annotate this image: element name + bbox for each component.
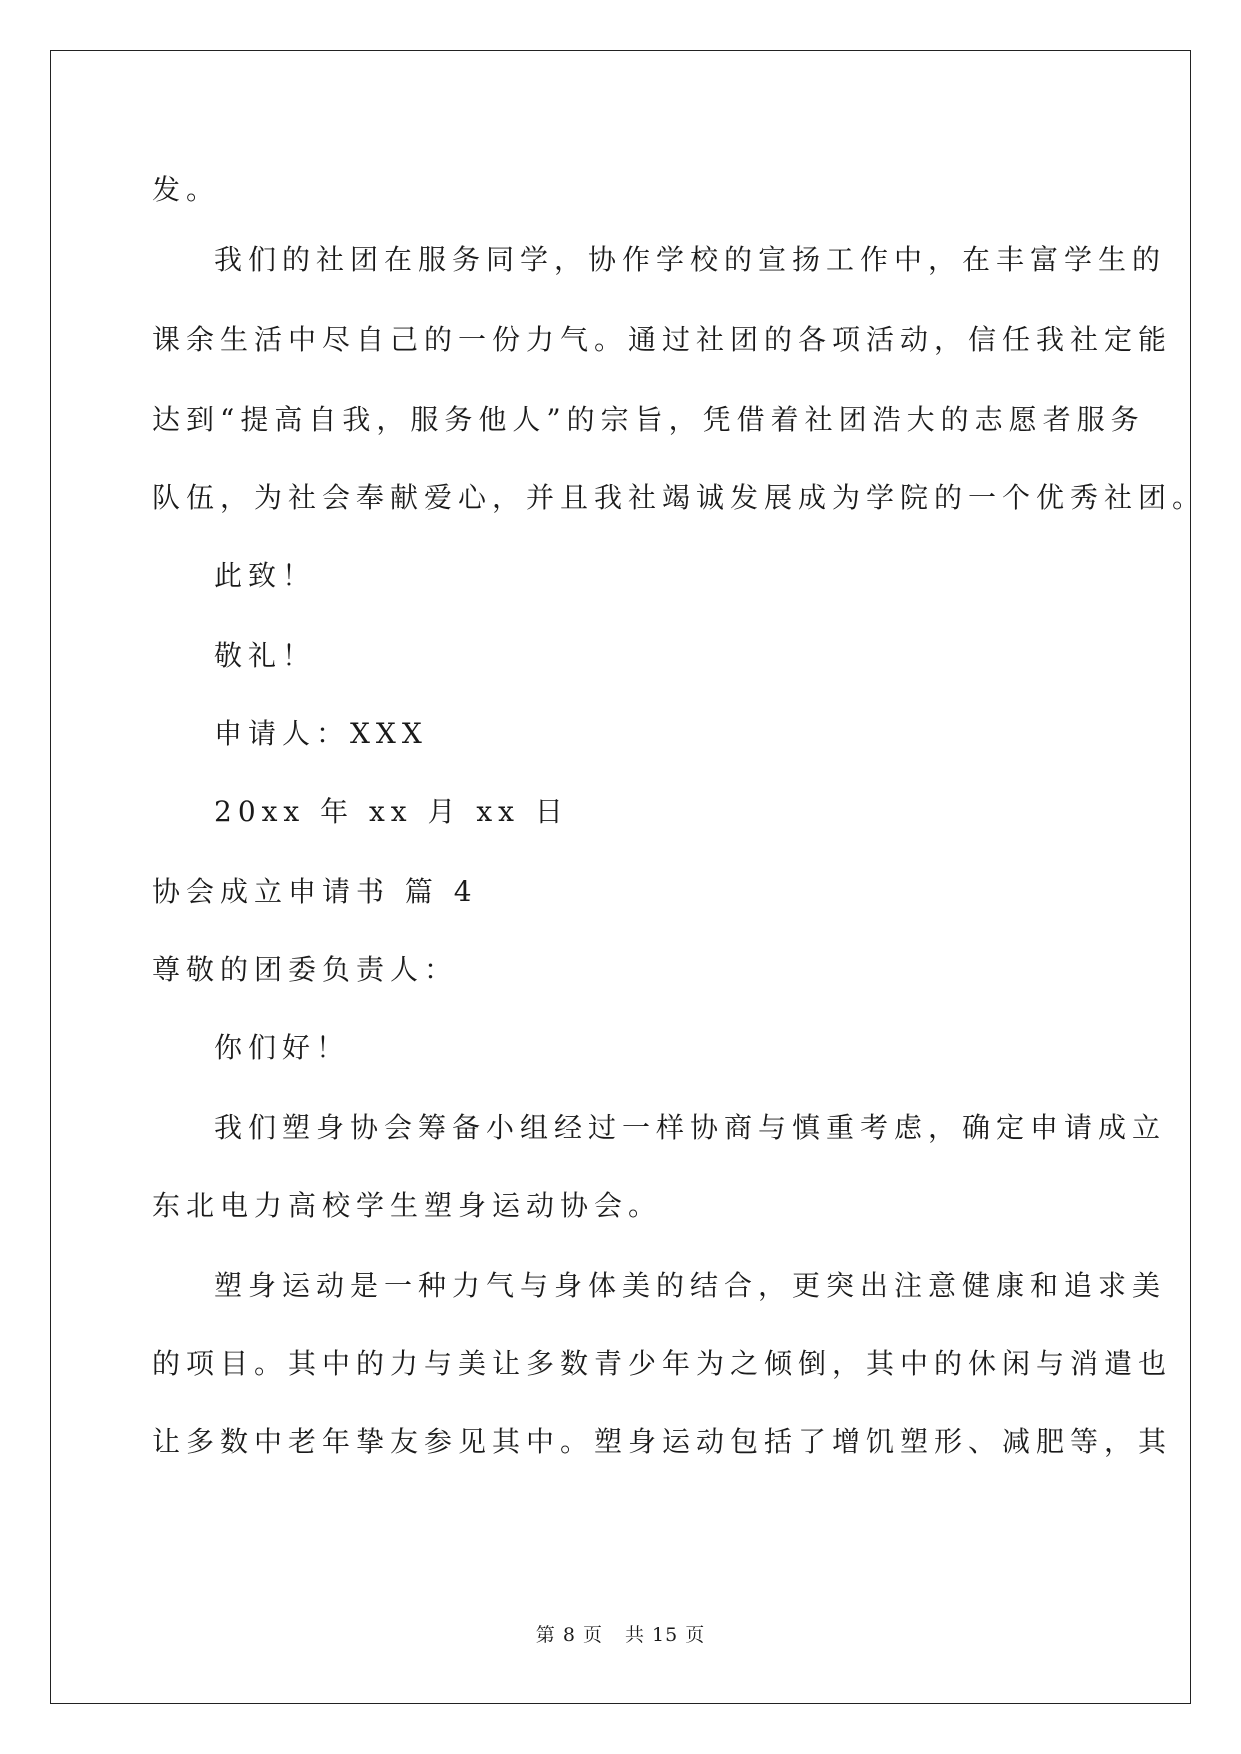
closing-regards: 敬礼！ [214, 639, 317, 672]
body-line: 塑身运动是一种力气与身体美的结合，更突出注意健康和追求美 [214, 1269, 1167, 1302]
body-line: 东北电力高校学生塑身运动协会。 [152, 1189, 663, 1222]
body-line: 我们的社团在服务同学，协作学校的宣扬工作中，在丰富学生的 [214, 243, 1167, 276]
body-line: 队伍，为社会奉献爱心，并且我社竭诚发展成为学院的一个优秀社团。 [152, 481, 1207, 514]
body-line: 发。 [152, 173, 221, 206]
body-line: 的项目。其中的力与美让多数青少年为之倾倒，其中的休闲与消遣也 [152, 1347, 1173, 1380]
body-line: 课余生活中尽自己的一份力气。通过社团的各项活动，信任我社定能 [152, 323, 1173, 356]
total-pages: 共 15 页 [624, 1624, 706, 1646]
letter-hello: 你们好！ [214, 1031, 351, 1064]
applicant-name: 申请人：XXX [214, 717, 428, 750]
body-line: 让多数中老年挚友参见其中。塑身运动包括了增饥塑形、减肥等，其 [152, 1425, 1173, 1458]
body-line: 达到“提高自我，服务他人”的宗旨，凭借着社团浩大的志愿者服务 [152, 403, 1145, 436]
page-number: 第 8 页 [535, 1624, 603, 1646]
closing-salutation: 此致！ [214, 559, 317, 592]
signature-date: 20xx 年 xx 月 xx 日 [214, 795, 569, 828]
page-footer [0, 1620, 1241, 1647]
section-heading: 协会成立申请书 篇 4 [152, 875, 478, 908]
letter-greeting: 尊敬的团委负责人： [152, 953, 459, 986]
body-line: 我们塑身协会筹备小组经过一样协商与慎重考虑，确定申请成立 [214, 1111, 1167, 1144]
